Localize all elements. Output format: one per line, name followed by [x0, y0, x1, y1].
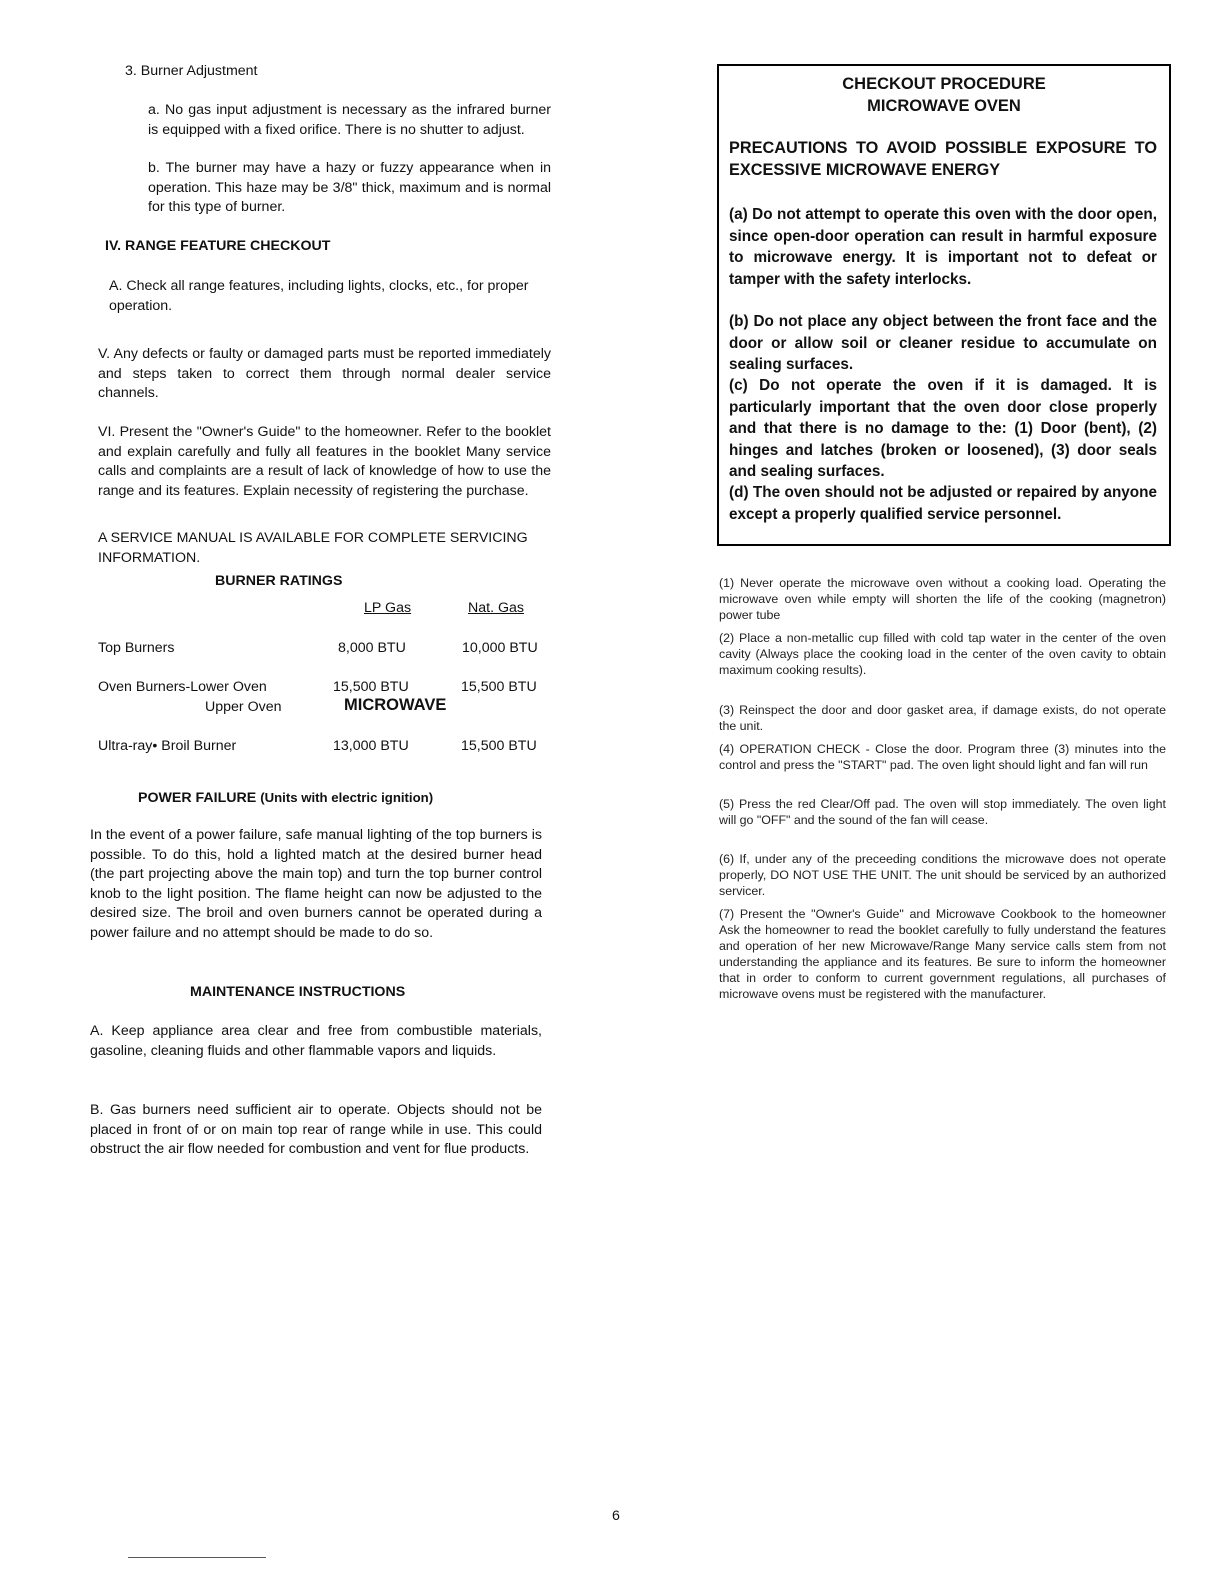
row-oven-burners-lp: 15,500 BTU: [333, 679, 409, 695]
step-3: (3) Reinspect the door and door gasket area, if damage exists, do not operate the unit.: [719, 703, 1166, 733]
burner-adjustment-heading: 3. Burner Adjustment: [125, 63, 258, 79]
step-6: (6) If, under any of the preceeding conditions the microwave does not operate properly, DO NOT USE THE UNIT. The unit should be serviced by an authorized servicer.: [719, 852, 1166, 898]
section-iv-heading: IV. RANGE FEATURE CHECKOUT: [105, 238, 331, 254]
section-vi: VI. Present the "Owner's Guide" to the homeowner. Refer to the booklet and explain carefully and fully all features in the booklet Many service calls and complaints are a result of lack of knowledge of how to use the range and its features. Explain necessity of registering the purchase.: [98, 424, 551, 499]
maintenance-a: A. Keep appliance area clear and free from combustible materials, gasoline, cleaning fluids and other flammable vapors and liquids.: [90, 1023, 542, 1059]
maintenance-heading: MAINTENANCE INSTRUCTIONS: [190, 984, 406, 1000]
row-top-burners-lp: 8,000 BTU: [338, 640, 406, 656]
step-5: (5) Press the red Clear/Off pad. The oven will stop immediately. The oven light will go "OFF" and the sound of the fan will cease.: [719, 797, 1166, 827]
row-broil-burner-nat: 15,500 BTU: [461, 738, 537, 754]
row-upper-oven-value: MICROWAVE: [344, 696, 447, 714]
box-title-line-1: CHECKOUT PROCEDURE: [842, 75, 1046, 93]
step-2: (2) Place a non-metallic cup filled with cold tap water in the center of the oven cavity (Always place the cooking load in the center of the oven cavity to obtain maximum cooking results).: [719, 631, 1166, 677]
row-upper-oven-label: Upper Oven: [205, 699, 282, 715]
row-oven-burners-label: Oven Burners-Lower Oven: [98, 679, 267, 695]
power-failure-subtitle: (Units with electric ignition): [260, 790, 434, 805]
step-1: (1) Never operate the microwave oven without a cooking load. Operating the microwave oven while empty will shorten the life of the cooking (magnetron) power tube: [719, 576, 1166, 622]
maintenance-b: B. Gas burners need sufficient air to operate. Objects should not be placed in front of or on main top rear of range while in use. This could obstruct the air flow needed for combustion and vent for flue products.: [90, 1102, 542, 1157]
precaution-a: (a) Do not attempt to operate this oven with the door open, since open-door operation can result in harmful exposure to microwave energy. It is important not to defeat or tamper with the safety interlocks.: [729, 206, 1157, 288]
section-v: V. Any defects or faulty or damaged parts must be reported immediately and steps taken to correct them through normal dealer service channels.: [98, 346, 551, 401]
step-7: (7) Present the "Owner's Guide" and Microwave Cookbook to the homeowner Ask the homeowner to read the booklet carefully to fully understand the features and operation of her new Microwave/Range Many service calls stem from not understanding the appliance and its features. Be sure to inform the homeowner that in order to conform to current government regulations, all purchases of microwave ovens must be registered with the manufacturer.: [719, 907, 1166, 1001]
column-header-lp-gas: LP Gas: [364, 600, 412, 616]
precaution-b: (b) Do not place any object between the front face and the door or allow soil or cleaner residue to accumulate on sealing surfaces.: [729, 313, 1157, 373]
microwave-checkout-box: [717, 64, 1171, 546]
row-oven-burners-nat: 15,500 BTU: [461, 679, 537, 695]
service-manual-note: A SERVICE MANUAL IS AVAILABLE FOR COMPLETE SERVICING INFORMATION.: [98, 530, 528, 566]
step-4: (4) OPERATION CHECK - Close the door. Program three (3) minutes into the control and press the "START" pad. The oven light should light and fan will run: [719, 742, 1166, 772]
section-iv-a: A. Check all range features, including lights, clocks, etc., for proper operation.: [109, 278, 529, 314]
burner-ratings-title: BURNER RATINGS: [215, 573, 343, 589]
column-header-nat-gas: Nat. Gas: [468, 600, 524, 616]
row-top-burners-label: Top Burners: [98, 640, 175, 656]
precaution-d: (d) The oven should not be adjusted or repaired by anyone except a properly qualified service personnel.: [729, 484, 1157, 523]
row-top-burners-nat: 10,000 BTU: [462, 640, 538, 656]
burner-adjustment-a: a. No gas input adjustment is necessary as the infrared burner is equipped with a fixed orifice. There is no shutter to adjust.: [148, 102, 551, 138]
row-broil-burner-lp: 13,000 BTU: [333, 738, 409, 754]
power-failure-title: POWER FAILURE: [138, 790, 257, 806]
page-number: 6: [612, 1508, 620, 1524]
box-title-line-2: MICROWAVE OVEN: [867, 97, 1021, 115]
power-failure-text: In the event of a power failure, safe manual lighting of the top burners is possible. To do this, hold a lighted match at the desired burner head (the part projecting above the main top) and turn the top burner control knob to the light position. The flame height can now be adjusted to the desired size. The broil and oven burners cannot be operated during a power failure and no attempt should be made to do so.: [90, 827, 542, 941]
precautions-heading: PRECAUTIONS TO AVOID POSSIBLE EXPOSURE TO EXCESSIVE MICROWAVE ENERGY: [729, 139, 1157, 179]
burner-adjustment-b: b. The burner may have a hazy or fuzzy appearance when in operation. This haze may be 3/8" thick, maximum and is normal for this type of burner.: [148, 160, 551, 215]
bottom-rule: [128, 1557, 266, 1558]
precaution-c: (c) Do not operate the oven if it is damaged. It is particularly important that the oven door close properly and that there is no damage to the: (1) Door (bent), (2) hinges and latches (broken or loosened), (3) door seals and sealing surfaces.: [729, 377, 1157, 480]
power-failure-heading: [138, 788, 433, 809]
row-broil-burner-label: Ultra-ray• Broil Burner: [98, 738, 237, 754]
